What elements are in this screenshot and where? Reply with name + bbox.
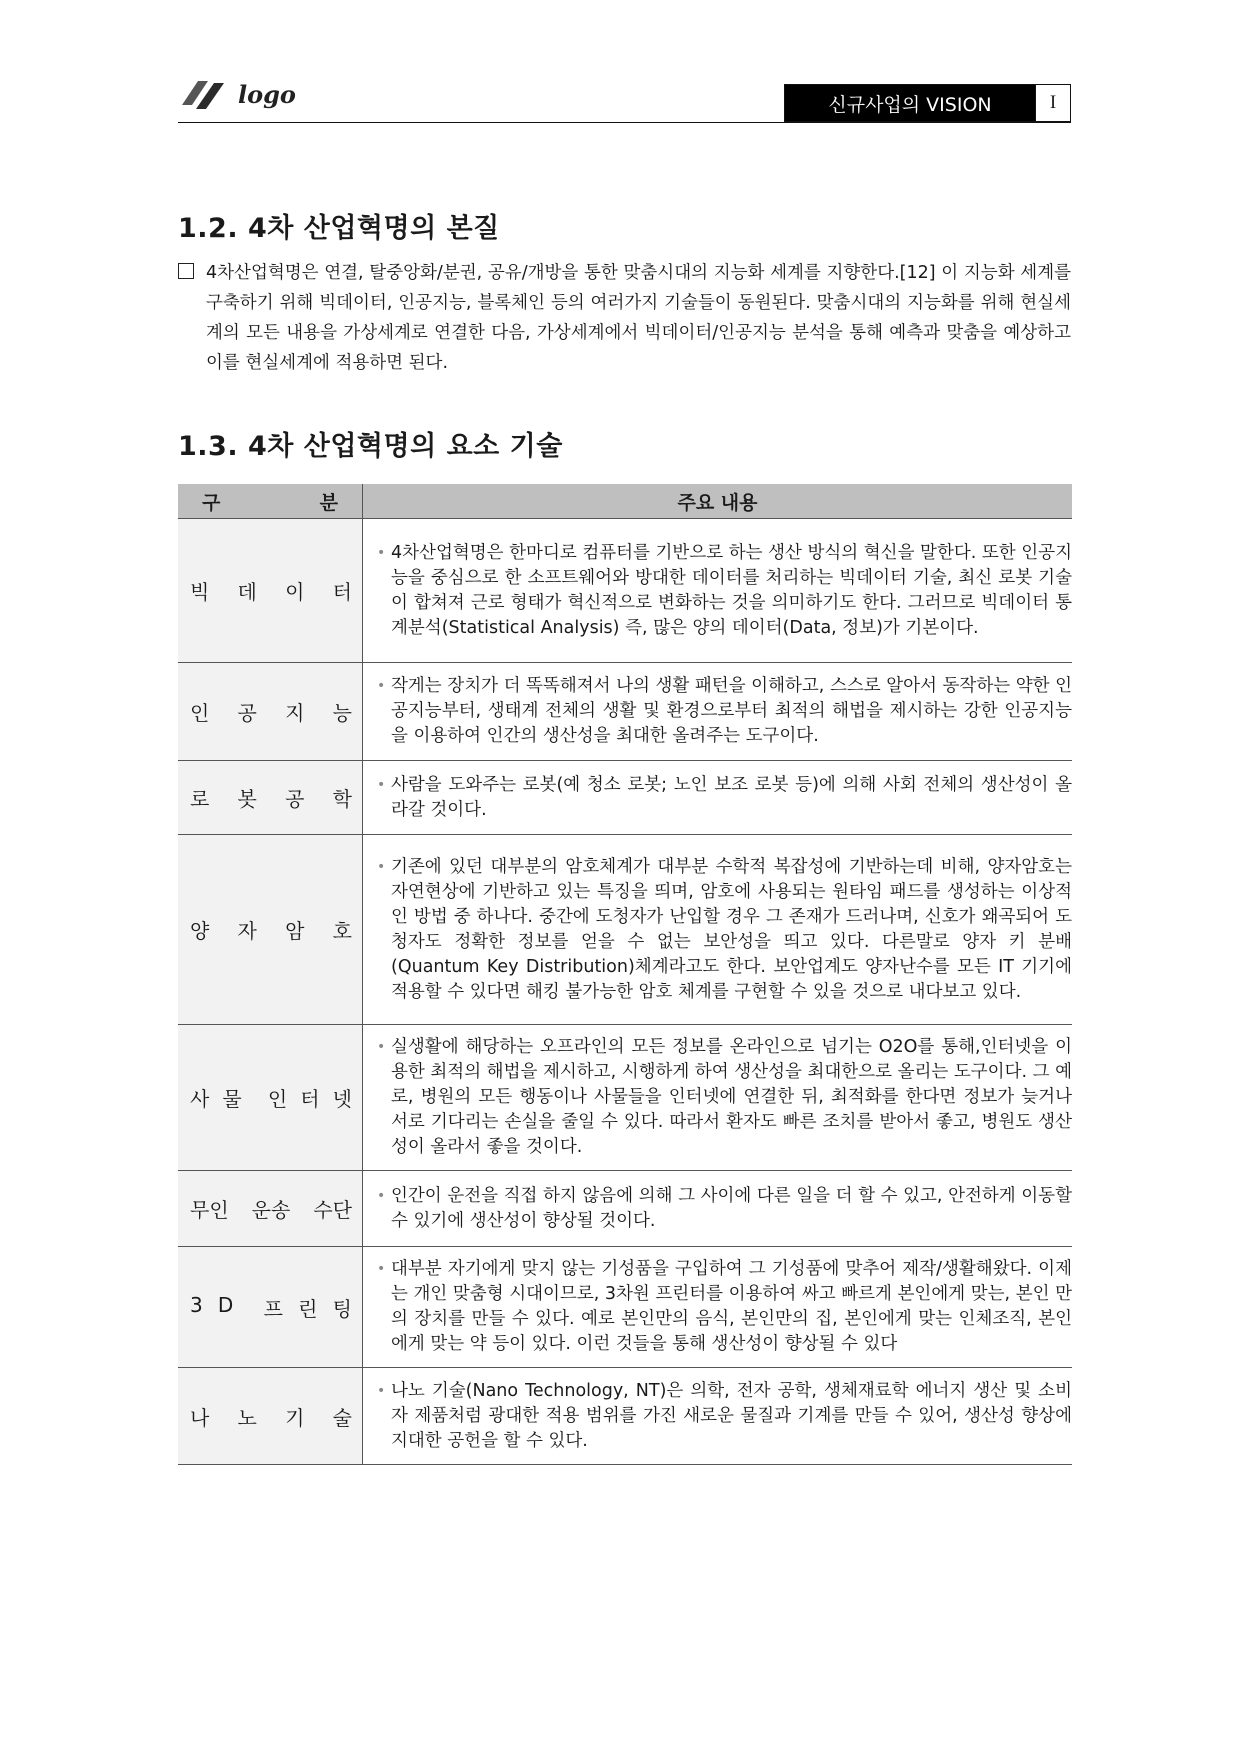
description-cell [363,1171,1073,1247]
category-cell [178,519,363,663]
description-text: 나노 기술(Nano Technology, NT)은 의학, 전자 공학, 생체재료학 에너지 생산 및 소비자 제품처럼 광대한 적용 범위를 가진 새로운 물질과 기계를 만들 수 있어, 생산성 향상에 지대한 공헌을 할 수 있다. [391,1380,1072,1451]
bullet-icon: • [377,858,386,875]
description-cell [363,1247,1073,1368]
category-label [190,1293,352,1322]
category-char: 암 [285,919,305,943]
category-cell [178,761,363,835]
logo [178,74,296,114]
bullet-icon: • [377,678,386,694]
description-text: 기존에 있던 대부분의 암호체계가 대부분 수학적 복잡성에 기반하는데 비해, 양자암호는 자연현상에 기반하고 있는 특징을 띄며, 암호에 사용되는 원타임 패드를 생성하는 이상적인 방법 중 하나다. 중간에 도청자가 난입할 경우 그 존재가 드러나며, 신호가 왜곡되어 도청자도 정확한 정보를 얻을 수 없는 보안성을 띄고 있다. 다른말로 양자 키 분배(Quantum Key Distribution)체계라고도 한다. 보안업계도 양자난수를 모든 IT 기기에 적용할 수 있다면 해킹 불가능한 암호 체계를 구현할 수 있을 것으로 내다보고 있다. [391,856,1072,1002]
category-header-char: 분 [319,491,338,514]
category-cell [178,835,363,1025]
category-char: 터 [332,580,352,604]
section-title-essence: 1.2. 4차 산업혁명의 본질 [178,213,500,244]
category-char: 학 [332,787,352,811]
essence-paragraph-text: 4차산업혁명은 연결, 탈중앙화/분권, 공유/개방을 통한 맞춤시대의 지능화 세계를 지향한다.[12] 이 지능화 세계를 구축하기 위해 빅데이터, 인공지능, 블록체인 등의 여러가지 기술들이 동원된다. 맞춤시대의 지능화를 위해 현실세계의 모든 내용을 가상세계로 연결한 다음, 가상세계에서 빅데이터/인공지능 분석을 통해 예측과 맞춤을 예상하고 이를 현실세계에 적용하면 된다. [206,263,1071,373]
table-row [178,519,1072,663]
essence-paragraph [178,258,1071,378]
category-char: 기 [285,1405,305,1430]
category-char: 호 [332,919,352,943]
category-char: 무인 [190,1198,229,1222]
category-char: 린 [298,1296,318,1321]
category-char: 로 [190,787,210,811]
category-char: 인 [190,701,210,725]
table-row [178,1368,1072,1465]
category-char: 봇 [237,787,257,811]
logo-text: logo [238,79,296,109]
table-row [178,761,1072,835]
document-header [784,84,1071,122]
category-char: 물 [222,1087,242,1111]
category-char: 프 [263,1296,283,1321]
category-char: 3 [190,1292,203,1317]
category-label [190,1194,352,1223]
category-char: 공 [237,701,257,725]
chapter-number: I [1035,85,1070,121]
description-text: 작게는 장치가 더 똑똑해져서 나의 생활 패턴을 이해하고, 스스로 알아서 동작하는 약한 인공지능부터, 생태계 전체의 생활 및 환경으로부터 최적의 해법을 제시하는 강한 인공지능을 이용하여 인간의 생산성을 최대한 올려주는 도구이다. [391,676,1072,746]
category-char: 양 [190,919,210,943]
description-cell [363,663,1073,761]
description-text: 사람을 도와주는 로봇(예 청소 로봇; 노인 보조 로봇 등)에 의해 사회 전체의 생산성이 올라갈 것이다. [391,774,1072,820]
category-cell [178,663,363,761]
table-row [178,663,1072,761]
category-cell [178,1171,363,1247]
category-char: 운송 [251,1198,291,1222]
bullet-icon: • [377,544,386,561]
category-label [190,576,352,605]
category-char: 술 [332,1405,352,1430]
description-text: 대부분 자기에게 맞지 않는 기성품을 구입하여 그 기성품에 맞추어 제작/생활해왔다. 이제는 개인 맞춤형 시대이므로, 3차원 프린터를 이용하여 싸고 빠르게 본인에게 맞는, 본인 만의 장치를 만들 수 있다. 예로 본인만의 음식, 본인만의 집, 본인에게 맞는 인체조직, 본인에게 맞는 약 등이 있다. 이런 것들을 통해 생산성이 향상될 수 있다 [391,1259,1072,1354]
category-char: 사 [190,1087,210,1111]
table-row [178,1025,1072,1171]
table-row [178,1247,1072,1368]
category-char: 지 [285,701,305,725]
bullet-icon: • [377,776,386,793]
category-char: 인 [267,1087,288,1111]
category-cell [178,1368,363,1465]
category-char: 능 [332,701,352,725]
category-cell [178,1247,363,1368]
section-title-technologies: 1.3. 4차 산업혁명의 요소 기술 [178,431,563,462]
description-cell [363,835,1073,1025]
bullet-icon: • [377,1187,386,1204]
category-char: 빅 [190,580,210,604]
table-row [178,835,1072,1025]
technology-table [178,484,1072,1465]
category-cell [178,1025,363,1171]
bullet-icon: • [377,1039,386,1055]
category-char: 이 [285,580,305,604]
category-char: 수단 [313,1198,352,1222]
description-cell [363,1025,1073,1171]
category-char: 터 [300,1087,320,1111]
category-char: 공 [285,787,305,811]
category-label [190,1083,352,1112]
category-label [190,915,352,944]
document-title: 신규사업의 VISION [785,85,1035,121]
category-char: 노 [237,1405,257,1430]
category-char: 팅 [332,1296,352,1321]
category-char: 자 [237,919,257,943]
category-label [190,697,352,726]
table-header-row [178,484,1072,519]
category-label [190,783,352,812]
content-header: 주요 내용 [363,484,1073,519]
bullet-icon: • [377,1382,386,1399]
description-text: 인간이 운전을 직접 하지 않음에 의해 그 사이에 다른 일을 더 할 수 있고, 안전하게 이동할 수 있기에 생산성이 향상될 것이다. [391,1185,1072,1231]
category-char: 넷 [332,1087,352,1111]
table-row [178,1171,1072,1247]
logo-slash-icon [178,75,230,113]
description-text: 4차산업혁명은 한마디로 컴퓨터를 기반으로 하는 생산 방식의 혁신을 말한다. 또한 인공지능을 중심으로 한 소프트웨어와 방대한 데이터를 처리하는 빅데이터 기술, 최신 로봇 기술이 합쳐져 근로 형태가 혁신적으로 변화하는 것을 의미하기도 한다. 그러므로 빅데이터 통계분석(Statistical Analysis) 즉, 많은 양의 데이터(Data, 정보)가 기본이다. [391,542,1072,638]
category-header [178,484,363,519]
checkbox-bullet-icon [178,263,194,279]
description-cell [363,519,1073,663]
category-header-char: 구 [202,491,221,514]
header-divider [178,122,1071,123]
description-text: 실생활에 해당하는 오프라인의 모든 정보를 온라인으로 넘기는 O2O를 통해,인터넷을 이용한 최적의 해법을 제시하고, 시행하게 하여 생산성을 최대한으로 올리는 도구이다. 그 예로, 병원의 모든 행동이나 사물들을 인터넷에 연결한 뒤, 최적화를 한다면 정보가 늦거나 서로 기다리는 손실을 줄일 수 있다. 따라서 환자도 빠른 조치를 받아서 좋고, 병원도 생산성이 올라서 좋을 것이다. [391,1037,1072,1157]
description-cell [363,1368,1073,1465]
category-char: 데 [237,580,257,604]
description-cell [363,761,1073,835]
bullet-icon: • [377,1261,386,1277]
category-char: D [217,1292,234,1317]
category-label [190,1402,352,1431]
category-char: 나 [190,1405,210,1430]
